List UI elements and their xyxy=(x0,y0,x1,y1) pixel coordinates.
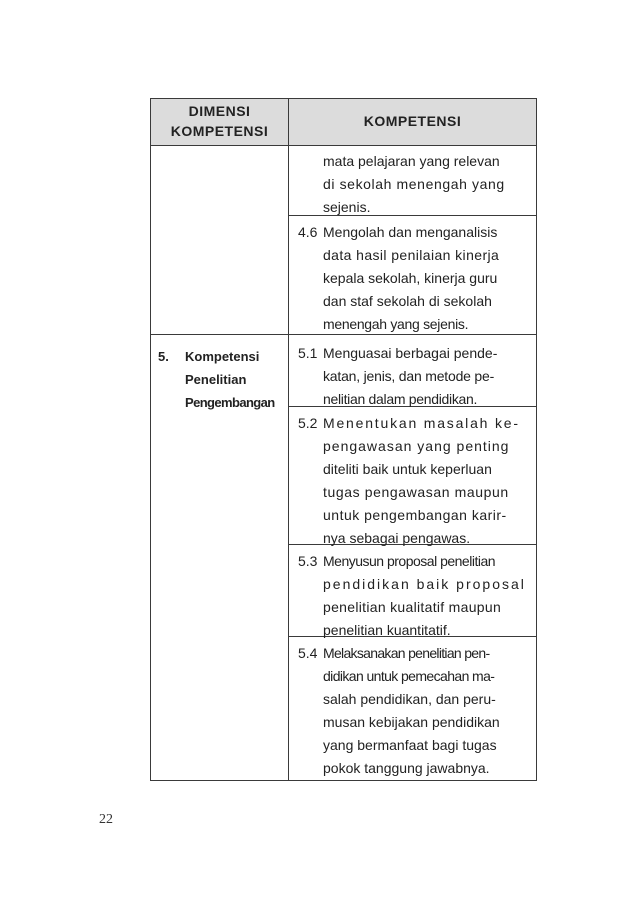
competency-number: 5.3 xyxy=(298,553,318,569)
competency-line: kepala sekolah, kinerja guru xyxy=(323,270,498,286)
competency-cell xyxy=(298,221,531,336)
competency-line: dan staf sekolah di sekolah xyxy=(323,293,492,309)
competency-line: diteliti baik untuk keperluan xyxy=(323,461,492,477)
competency-line: untuk pengembangan karir- xyxy=(323,507,507,523)
competency-line: di sekolah menengah yang xyxy=(323,176,505,192)
competency-line: Menguasai berbagai pende- xyxy=(323,345,498,361)
competency-line: musan kebijakan pendidikan xyxy=(323,714,500,730)
competency-number: 5.2 xyxy=(298,415,318,431)
competency-line: pokok tanggung jawabnya. xyxy=(323,760,490,776)
competency-number: 5.1 xyxy=(298,345,318,361)
competency-line: Mengolah dan menganalisis xyxy=(323,224,498,240)
competency-line: menengah yang sejenis. xyxy=(323,316,469,332)
competency-line: penelitian kuantitatif. xyxy=(323,622,451,638)
competency-line: didikan untuk pemecahan ma- xyxy=(323,668,495,684)
competency-table xyxy=(150,98,537,781)
competency-line: yang bermanfaat bagi tugas xyxy=(323,737,497,753)
page-number: 22 xyxy=(99,812,113,827)
competency-line: Menentukan masalah ke- xyxy=(323,415,520,431)
competency-cell xyxy=(298,550,531,642)
competency-line: salah pendidikan, dan peru- xyxy=(323,691,496,707)
competency-cell xyxy=(298,150,531,219)
table-header xyxy=(151,99,536,146)
header-kompetensi: KOMPETENSI xyxy=(363,113,462,129)
competency-line: sejenis. xyxy=(323,199,371,215)
competency-line: data hasil penilaian kinerja xyxy=(323,247,500,263)
competency-cell xyxy=(298,412,531,550)
competency-line: penelitian kualitatif maupun xyxy=(323,599,502,615)
competency-line: nelitian dalam pendidikan. xyxy=(323,391,478,407)
competency-line: Melaksanakan penelitian pen- xyxy=(323,645,490,661)
competency-line: Menyusun proposal penelitian xyxy=(323,553,496,569)
column-divider xyxy=(288,99,289,780)
dimension-label-line: Penelitian xyxy=(185,372,247,387)
competency-number: 5.4 xyxy=(298,645,318,661)
competency-line: mata pelajaran yang relevan xyxy=(323,153,500,169)
dimension-label-line: Pengembangan xyxy=(185,395,275,410)
competency-line: pengawasan yang penting xyxy=(323,438,510,454)
header-dimensi-kompetensi: DIMENSI KOMPETENSI xyxy=(170,103,269,139)
competency-cell xyxy=(298,342,531,411)
competency-line: tugas pengawasan maupun xyxy=(323,484,509,500)
competency-line: katan, jenis, dan metode pe- xyxy=(323,368,495,384)
dimension-number: 5. xyxy=(158,349,169,364)
competency-number: 4.6 xyxy=(298,224,318,240)
competency-cell xyxy=(298,642,531,780)
dimension-label-line: Kompetensi xyxy=(185,349,260,364)
competency-line: nya sebagai pengawas. xyxy=(323,530,471,546)
competency-line: pendidikan baik proposal xyxy=(323,576,526,592)
dimension-cell xyxy=(158,345,286,414)
